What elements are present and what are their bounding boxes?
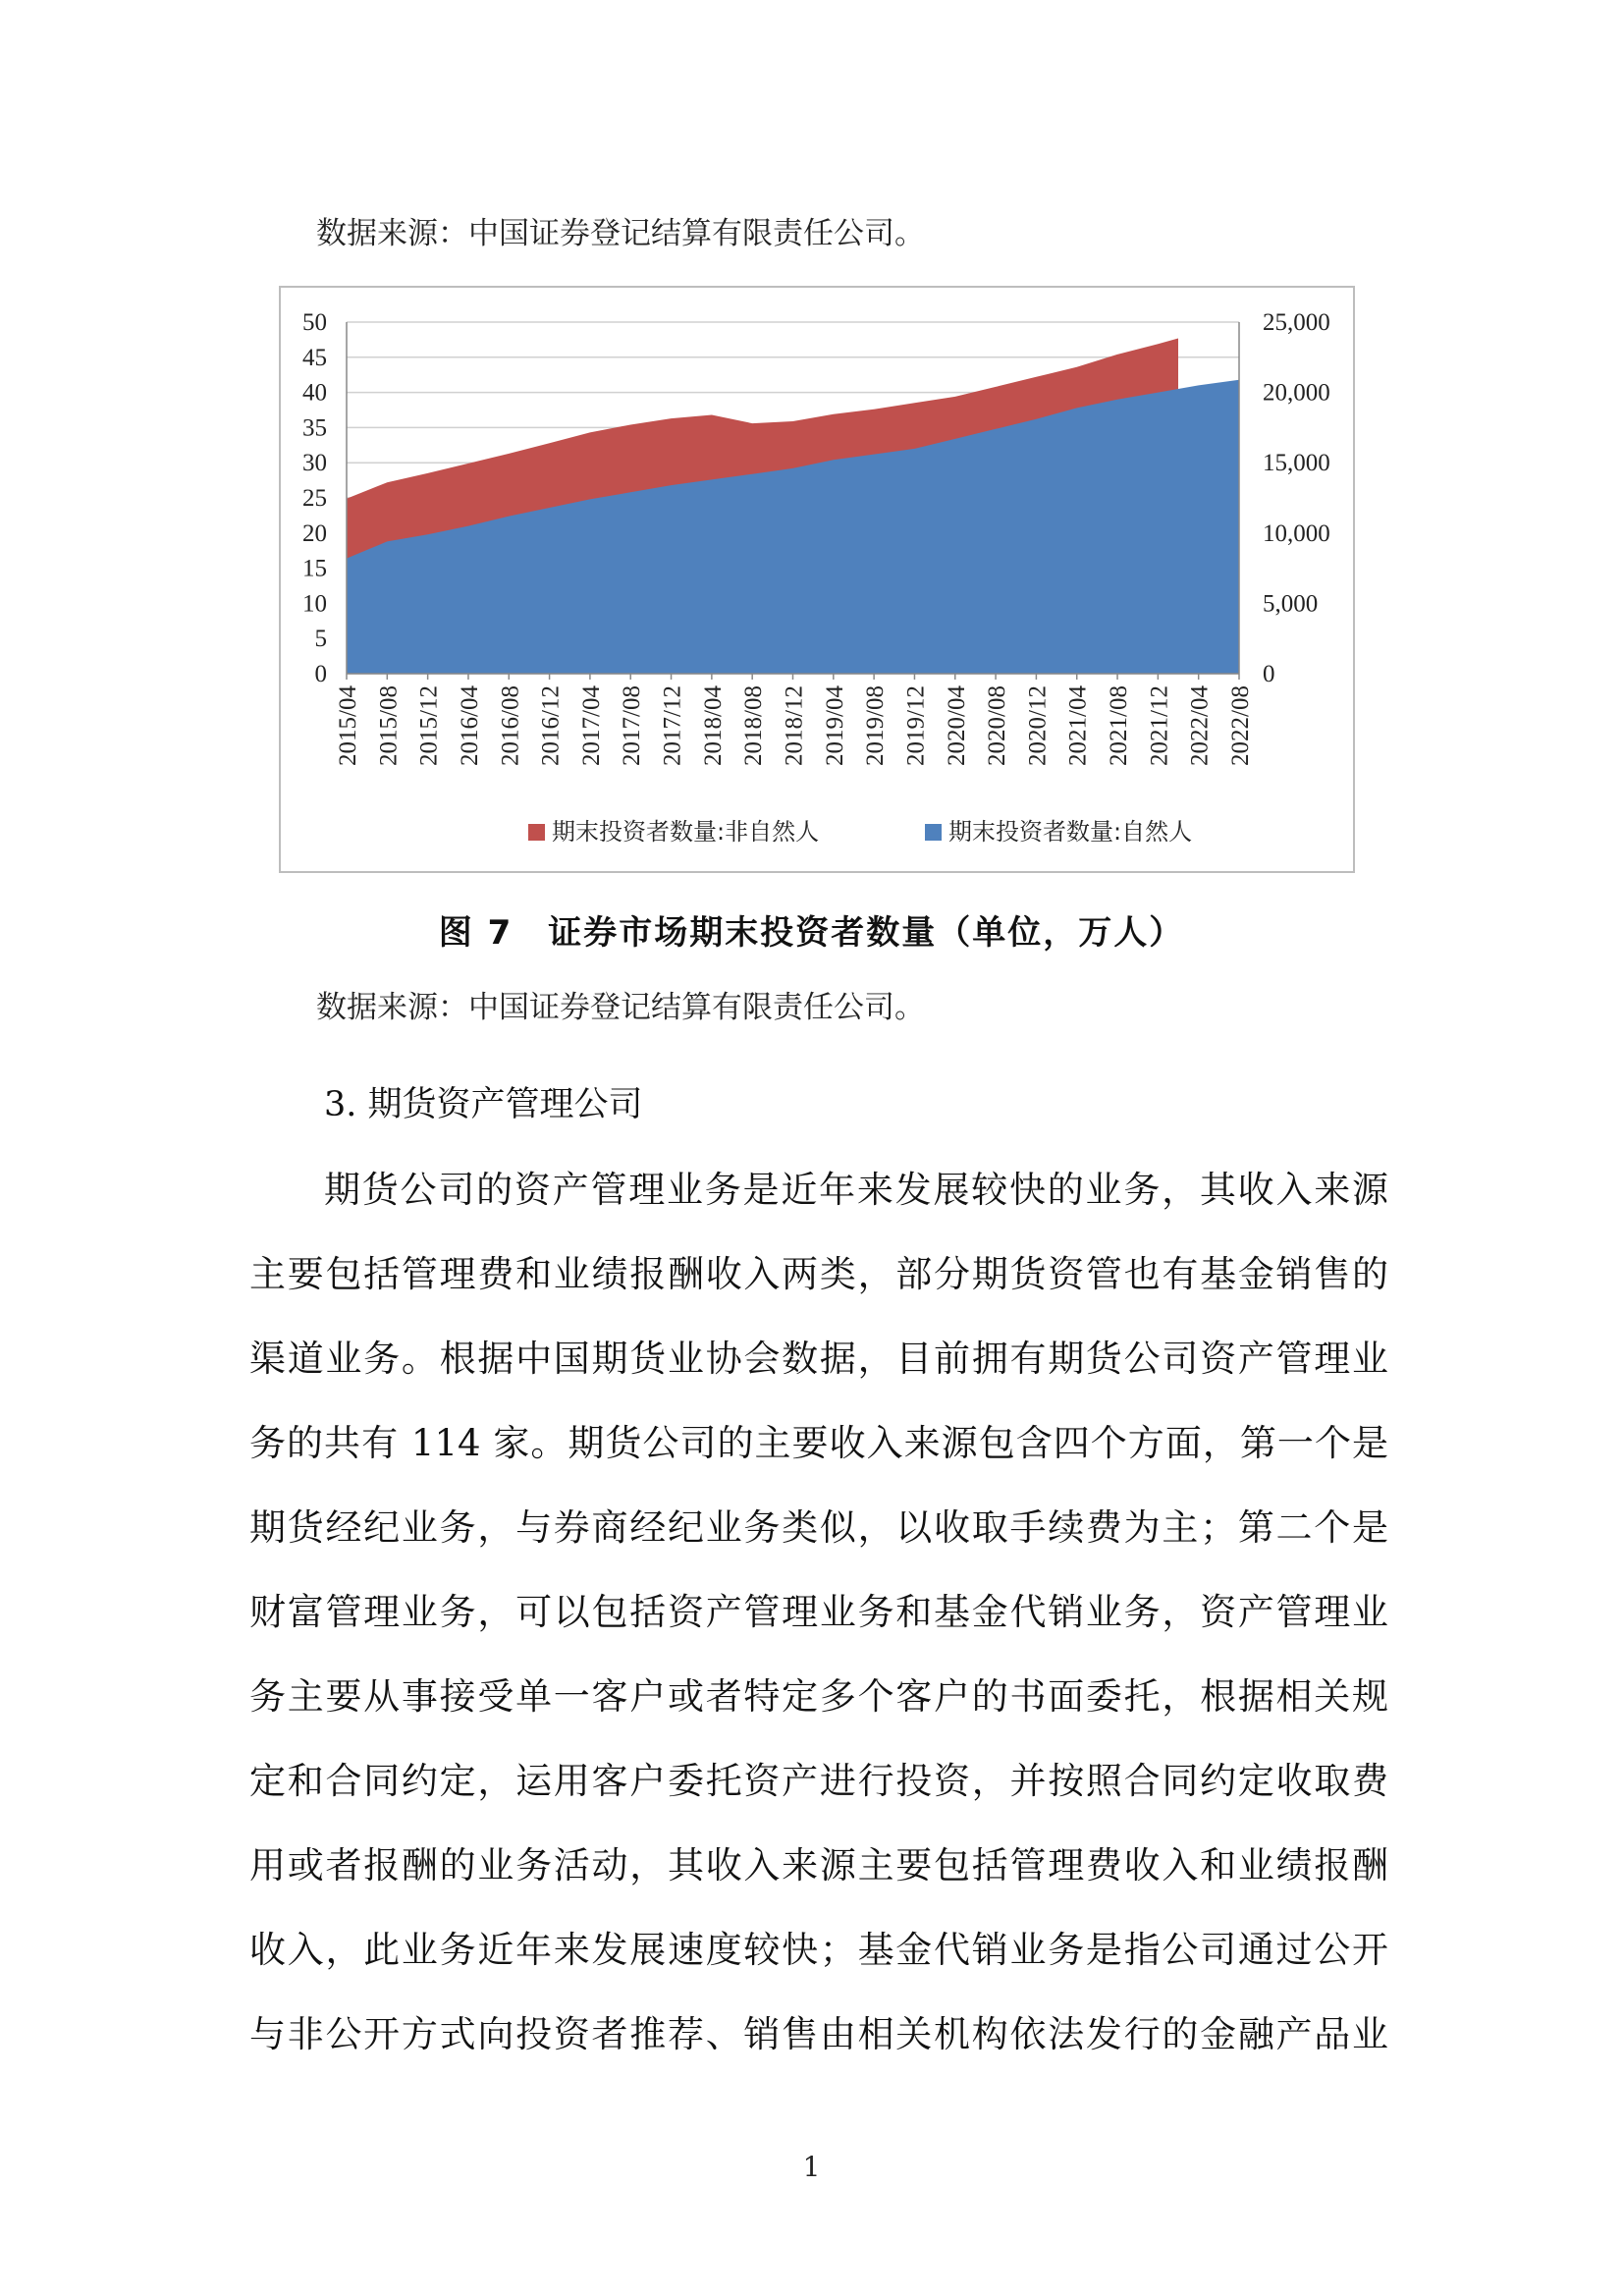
x-tick-label: 2015/08 bbox=[375, 685, 403, 766]
legend-swatch bbox=[925, 824, 942, 841]
legend-label: 期末投资者数量:自然人 bbox=[948, 818, 1193, 846]
page-number: 1 bbox=[802, 2151, 821, 2183]
chart-legend bbox=[528, 818, 1192, 846]
paragraph-line: 财富管理业务，可以包括资产管理业务和基金代销业务，资产管理业 bbox=[249, 1591, 1388, 1633]
y-right-tick-label: 5,000 bbox=[1263, 590, 1319, 618]
x-tick-label: 2019/08 bbox=[862, 685, 890, 766]
paragraph-line: 期货公司的资产管理业务是近年来发展较快的业务，其收入来源 bbox=[324, 1169, 1388, 1211]
y-left-tick-label: 10 bbox=[302, 590, 327, 618]
x-tick-label: 2020/08 bbox=[984, 685, 1011, 766]
area-chart bbox=[281, 288, 1353, 871]
x-tick-label: 2022/04 bbox=[1186, 685, 1214, 766]
x-tick-label: 2020/04 bbox=[943, 685, 970, 766]
x-tick-label: 2022/08 bbox=[1227, 685, 1254, 766]
area-series bbox=[347, 339, 1239, 675]
paragraph-line: 务主要从事接受单一客户或者特定多个客户的书面委托，根据相关规 bbox=[249, 1675, 1388, 1718]
paragraph-line: 期货经纪业务，与券商经纪业务类似，以收取手续费为主；第二个是 bbox=[249, 1506, 1388, 1549]
x-tick-label: 2016/04 bbox=[456, 685, 483, 766]
data-source-note-bottom: 数据来源：中国证券登记结算有限责任公司。 bbox=[316, 990, 925, 1025]
figure-caption: 图 7 证券市场期末投资者数量（单位，万人） bbox=[438, 913, 1185, 953]
y-left-tick-label: 40 bbox=[302, 379, 327, 407]
y-right-tick-label: 0 bbox=[1263, 661, 1275, 687]
x-tick-label: 2015/04 bbox=[335, 685, 361, 766]
x-tick-label: 2018/12 bbox=[781, 685, 808, 766]
x-tick-label: 2017/04 bbox=[577, 685, 605, 766]
x-tick-label: 2017/12 bbox=[659, 685, 686, 766]
y-right-tick-label: 10,000 bbox=[1263, 519, 1330, 547]
x-tick-label: 2019/12 bbox=[902, 685, 930, 766]
y-left-tick-label: 30 bbox=[302, 450, 327, 477]
y-left-tick-label: 5 bbox=[314, 626, 327, 653]
x-tick-label: 2021/12 bbox=[1146, 685, 1173, 766]
x-tick-label: 2021/08 bbox=[1106, 685, 1133, 766]
x-tick-label: 2021/04 bbox=[1064, 685, 1092, 766]
paragraph-line: 务的共有 114 家。期货公司的主要收入来源包含四个方面，第一个是 bbox=[249, 1422, 1388, 1464]
paragraph-line: 收入，此业务近年来发展速度较快；基金代销业务是指公司通过公开 bbox=[249, 1929, 1388, 1971]
paragraph-line: 主要包括管理费和业绩报酬收入两类，部分期货资管也有基金销售的 bbox=[249, 1253, 1388, 1295]
x-tick-label: 2018/04 bbox=[699, 685, 727, 766]
legend-swatch bbox=[528, 824, 545, 841]
x-tick-label: 2017/08 bbox=[619, 685, 646, 766]
x-tick-label: 2019/04 bbox=[821, 685, 848, 766]
x-tick-label: 2016/08 bbox=[497, 685, 524, 766]
y-left-tick-label: 35 bbox=[302, 414, 327, 442]
y-right-tick-label: 15,000 bbox=[1263, 450, 1330, 477]
y-left-tick-label: 45 bbox=[302, 344, 327, 371]
y-left-tick-label: 15 bbox=[302, 555, 327, 582]
paragraph-line: 与非公开方式向投资者推荐、销售由相关机构依法发行的金融产品业 bbox=[249, 2013, 1388, 2055]
y-right-tick-label: 20,000 bbox=[1263, 379, 1330, 407]
y-left-tick-label: 25 bbox=[302, 485, 327, 512]
y-left-tick-label: 20 bbox=[302, 519, 327, 547]
paragraph-line: 渠道业务。根据中国期货业协会数据，目前拥有期货公司资产管理业 bbox=[249, 1338, 1388, 1380]
section-heading: 3. 期货资产管理公司 bbox=[324, 1085, 643, 1124]
x-tick-label: 2016/12 bbox=[537, 685, 565, 766]
y-left-tick-label: 50 bbox=[302, 309, 327, 336]
x-tick-label: 2018/08 bbox=[740, 685, 768, 766]
x-tick-label: 2020/12 bbox=[1024, 685, 1052, 766]
paragraph-line: 定和合同约定，运用客户委托资产进行投资，并按照合同约定收取费 bbox=[249, 1760, 1388, 1802]
paragraph-line: 用或者报酬的业务活动，其收入来源主要包括管理费收入和业绩报酬 bbox=[249, 1844, 1388, 1886]
y-left-tick-label: 0 bbox=[314, 661, 327, 687]
data-source-note-top: 数据来源：中国证券登记结算有限责任公司。 bbox=[316, 216, 925, 251]
chart-container bbox=[279, 286, 1355, 873]
y-right-tick-label: 25,000 bbox=[1263, 309, 1330, 336]
legend-label: 期末投资者数量:非自然人 bbox=[552, 818, 820, 846]
x-tick-label: 2015/12 bbox=[415, 685, 443, 766]
